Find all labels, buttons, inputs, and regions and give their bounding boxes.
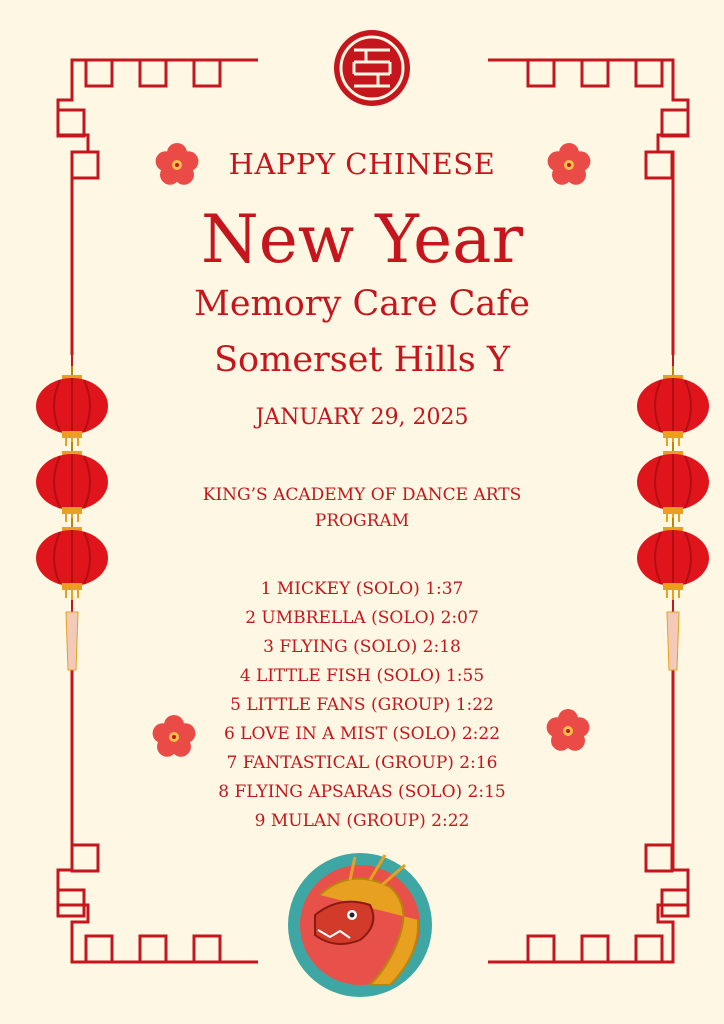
- dragon-medallion: [288, 853, 432, 997]
- program-item: 4 LITTLE FISH (SOLO) 1:55: [239, 666, 485, 686]
- subtitle-memory-care-cafe: Memory Care Cafe: [194, 284, 530, 324]
- heading-happy-chinese: HAPPY CHINESE: [228, 147, 496, 181]
- program-item: 1 MICKEY (SOLO) 1:37: [260, 579, 464, 599]
- program-item: 9 MULAN (GROUP) 2:22: [254, 811, 470, 831]
- chinese-knot-emblem: [334, 30, 410, 106]
- subtitle-somerset-hills: Somerset Hills Y: [214, 340, 510, 380]
- program-list: [0, 575, 724, 836]
- program-item: 2 UMBRELLA (SOLO) 2:07: [245, 608, 479, 628]
- program-label: PROGRAM: [314, 511, 410, 531]
- program-item: 3 FLYING (SOLO) 2:18: [263, 637, 461, 657]
- academy-heading: [0, 482, 724, 534]
- program-item: 6 LOVE IN A MIST (SOLO) 2:22: [223, 724, 501, 744]
- title-new-year: New Year: [200, 201, 524, 278]
- event-date: JANUARY 29, 2025: [255, 405, 469, 430]
- program-item: 7 FANTASTICAL (GROUP) 2:16: [226, 753, 498, 773]
- program-item: 8 FLYING APSARAS (SOLO) 2:15: [218, 782, 506, 802]
- academy-name: KING’S ACADEMY OF DANCE ARTS: [202, 485, 522, 505]
- program-item: 5 LITTLE FANS (GROUP) 1:22: [230, 695, 494, 715]
